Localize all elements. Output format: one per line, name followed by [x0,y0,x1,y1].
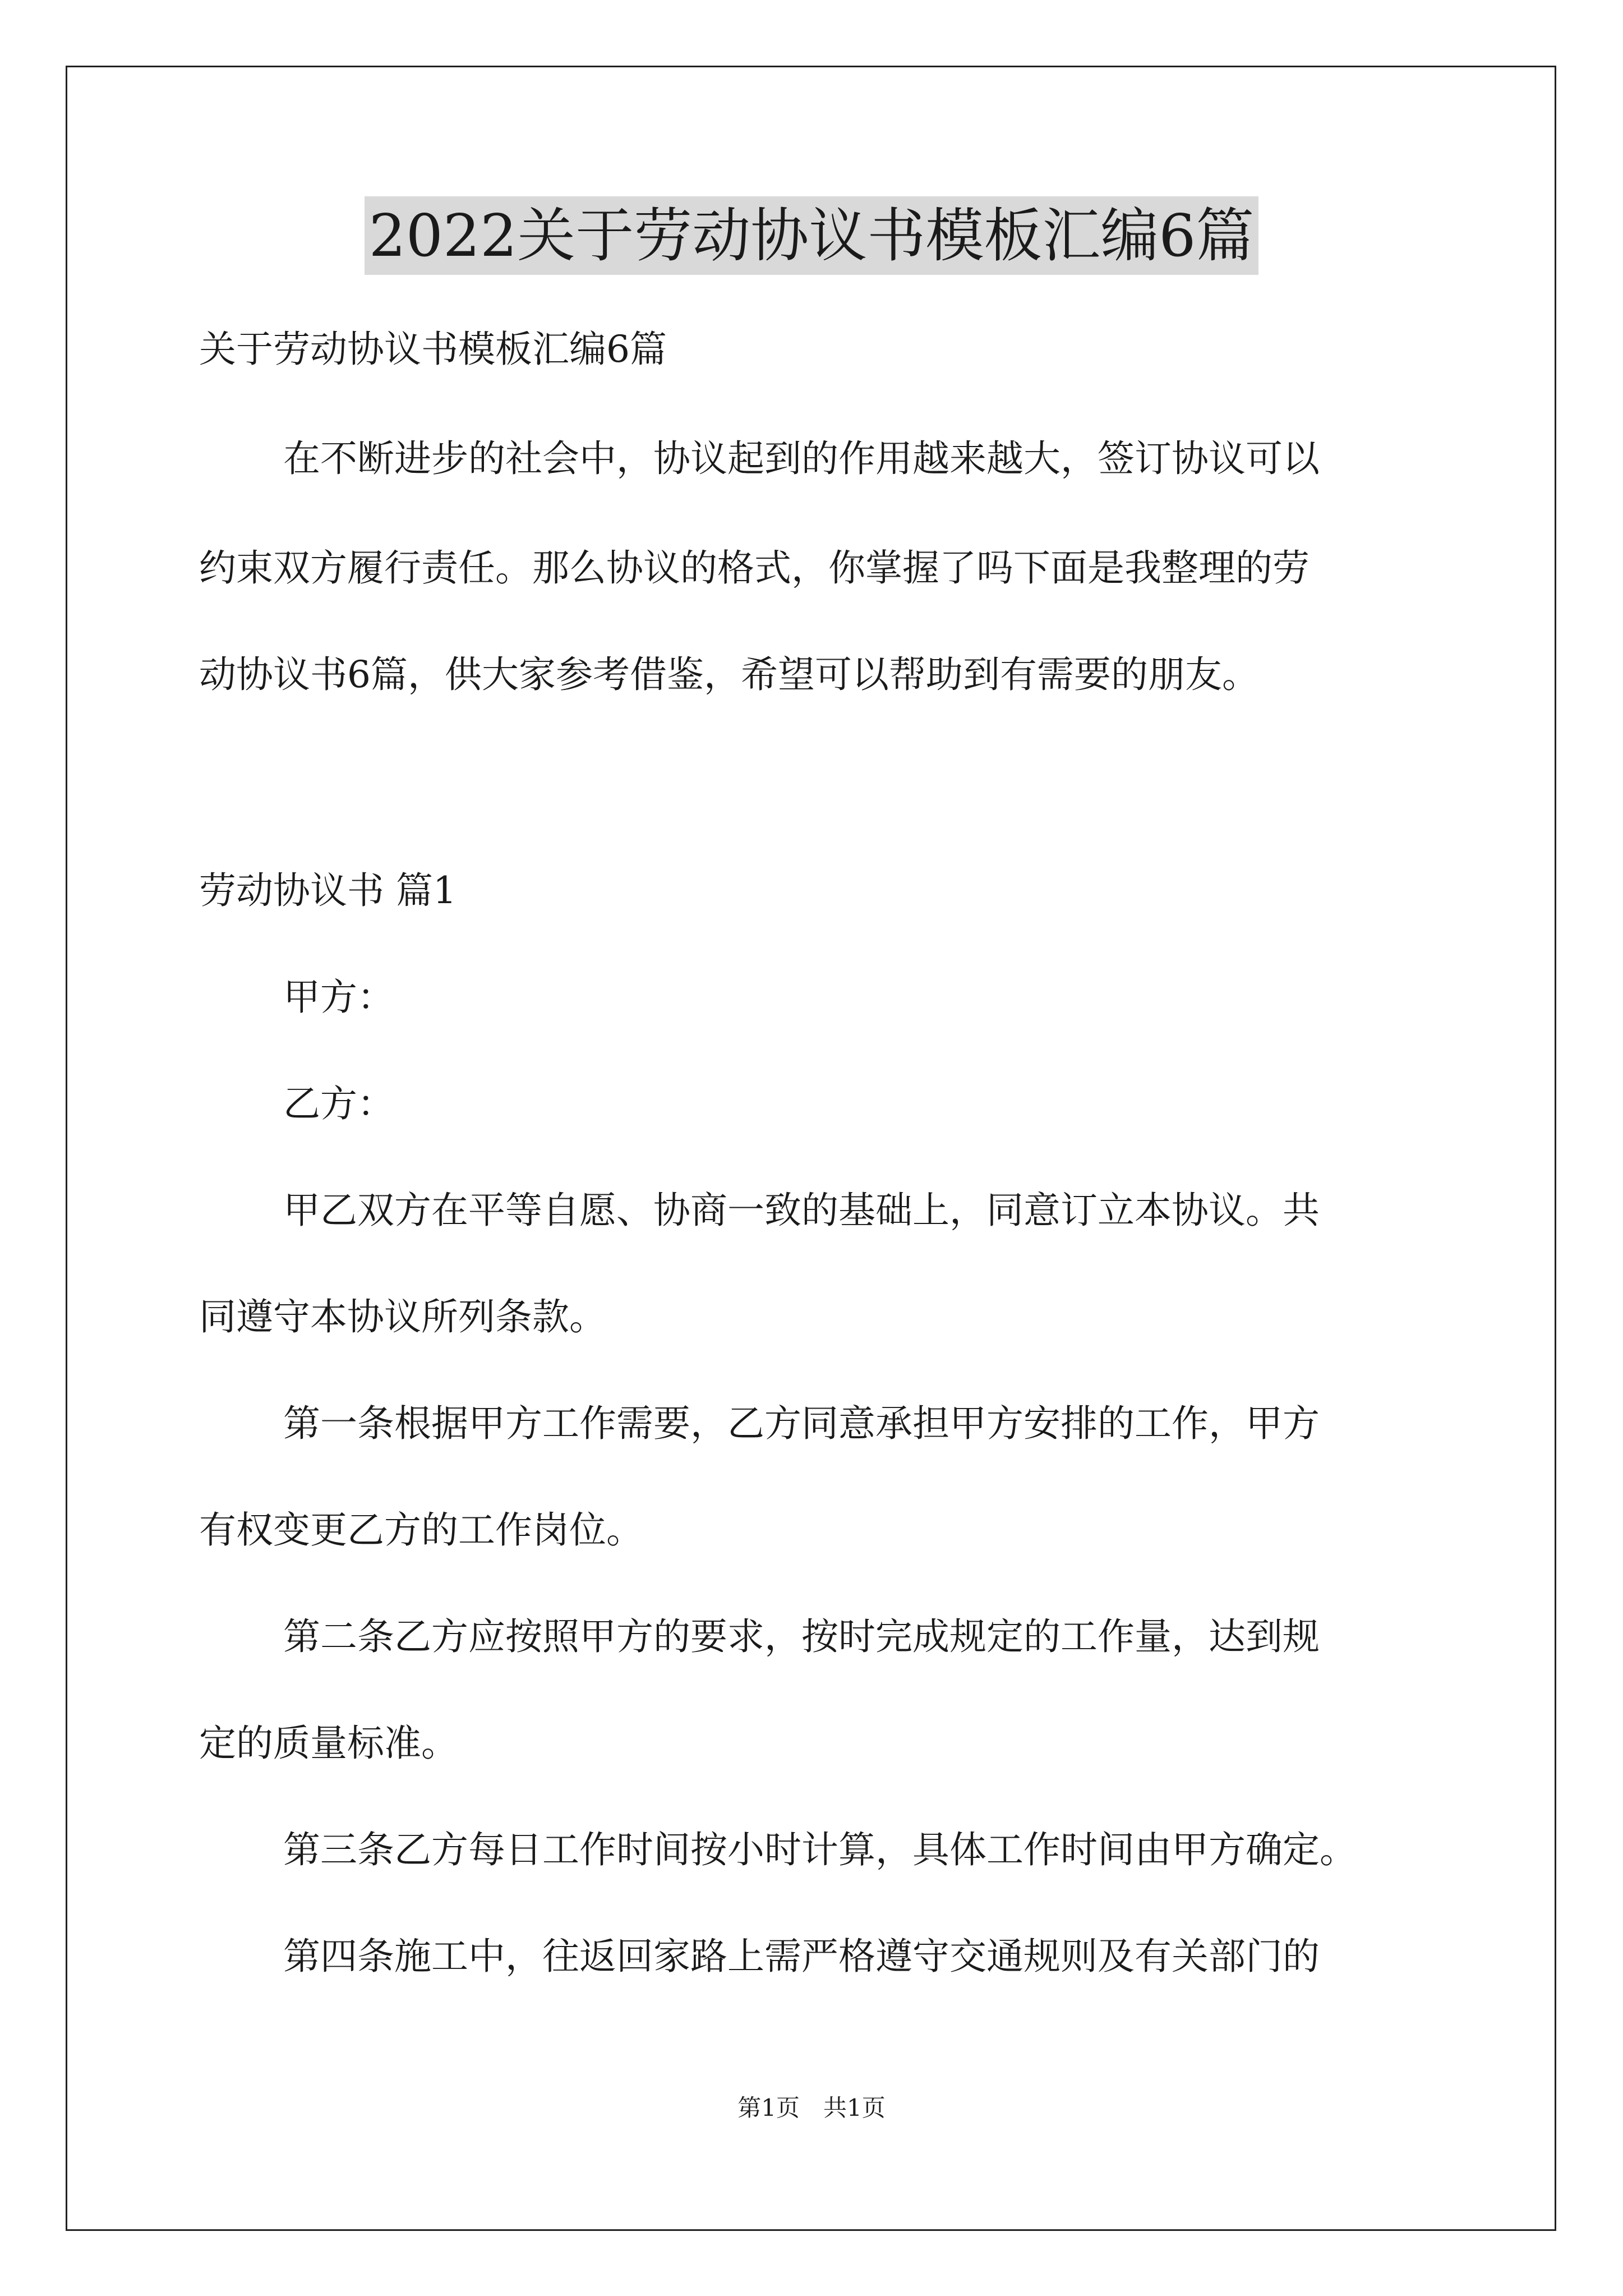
clause-line: 第四条施工中，往返回家路上需严格遵守交通规则及有关部门的 [283,1935,1320,1978]
document-title: 2022关于劳动协议书模板汇编6篇 [365,196,1259,275]
intro-paragraph-line: 约束双方履行责任。那么协议的格式，你掌握了吗下面是我整理的劳 [199,546,1310,590]
page-footer: 第1页 共1页 [737,2094,886,2122]
clause-line: 定的质量标准。 [199,1722,458,1765]
clause-line: 第一条根据甲方工作需要，乙方同意承担甲方安排的工作，甲方 [283,1402,1320,1445]
party-b-label: 乙方： [283,1082,394,1125]
intro-paragraph-line: 动协议书6篇，供大家参考借鉴，希望可以帮助到有需要的朋友。 [199,653,1259,696]
page-border [66,66,1556,2231]
subtitle: 关于劳动协议书模板汇编6篇 [199,328,667,371]
clause-line: 有权变更乙方的工作岗位。 [199,1508,643,1552]
clause-line: 同遵守本协议所列条款。 [199,1295,606,1338]
title-container [0,196,1623,275]
clause-line: 甲乙双方在平等自愿、协商一致的基础上，同意订立本协议。共 [283,1189,1320,1232]
section-heading: 劳动协议书 篇1 [199,869,457,912]
clause-line: 第三条乙方每日工作时间按小时计算，具体工作时间由甲方确定。 [283,1828,1357,1871]
intro-paragraph-line: 在不断进步的社会中，协议起到的作用越来越大，签订协议可以 [283,437,1320,480]
party-a-label: 甲方： [283,976,394,1019]
clause-line: 第二条乙方应按照甲方的要求，按时完成规定的工作量，达到规 [283,1615,1320,1658]
